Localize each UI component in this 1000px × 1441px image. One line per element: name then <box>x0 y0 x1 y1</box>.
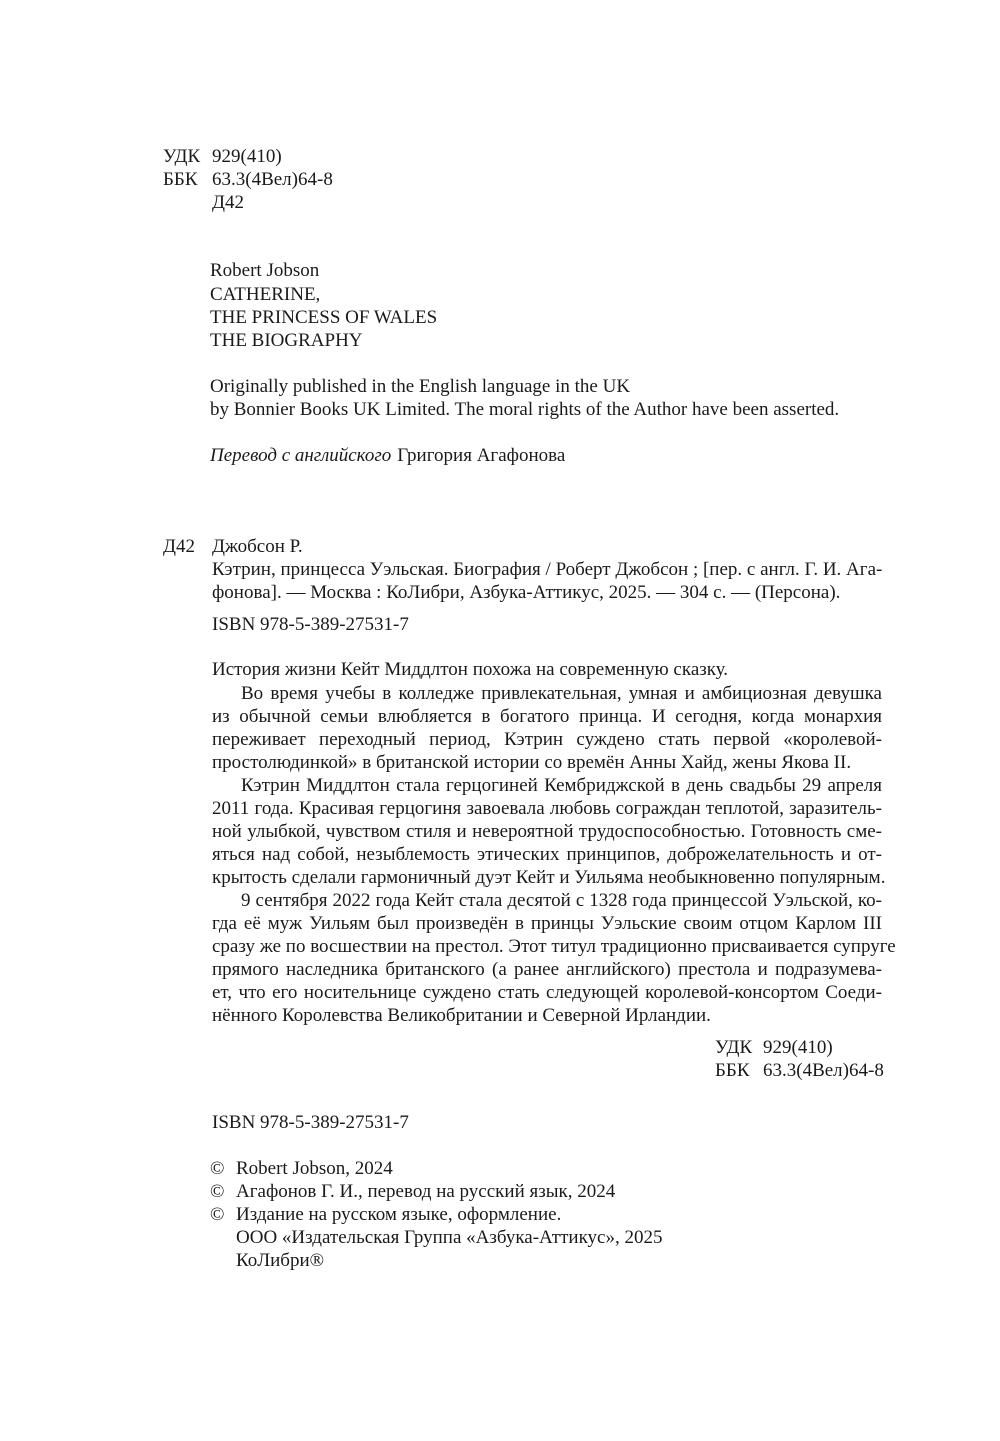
copyright-symbol: © <box>210 1181 225 1202</box>
annotation-line: сразу же по восшествии на престол. Этот титул традиционно присваивается супруге <box>212 936 896 957</box>
annotation-line: История жизни Кейт Миддлтон похожа на современную сказку. <box>212 659 729 680</box>
original-title-line-1: CATHERINE, <box>210 284 321 305</box>
catalog-description-line: фонова]. — Москва : КоЛибри, Азбука-Аттикус, 2025. — 304 с. — (Персона). <box>212 582 841 603</box>
annotation-line: переживает переходный период, Кэтрин суждено стать первой «королевой- <box>212 729 882 750</box>
udk-label: УДК <box>715 1037 753 1058</box>
translation-note <box>210 444 565 467</box>
publication-note-line-1: Originally published in the English language in the UK <box>210 376 631 397</box>
bbk-label: ББК <box>715 1060 750 1081</box>
publication-note-line-2: by Bonnier Books UK Limited. The moral rights of the Author have been asserted. <box>210 399 840 420</box>
copyright-line: КоЛибри® <box>236 1250 325 1271</box>
author-sign: Д42 <box>212 192 244 213</box>
copyright-line: ООО «Издательская Группа «Азбука-Аттикус», 2025 <box>236 1227 663 1248</box>
annotation-line: ной улыбкой, чувством стиля и невероятной трудоспособностью. Готовность сме- <box>212 821 882 842</box>
annotation-line: простолюдинкой» в британской истории со времён Анны Хайд, жены Якова II. <box>212 752 852 773</box>
annotation-line: 2011 года. Красивая герцогиня завоевала любовь сограждан теплотой, заразитель- <box>212 798 882 819</box>
copyright-symbol: © <box>210 1158 225 1179</box>
catalog-isbn: ISBN 978-5-389-27531-7 <box>212 614 409 635</box>
bbk-value: 63.3(4Вел)64-8 <box>763 1060 884 1081</box>
annotation-line: яться над собой, незыблемость этических принципов, доброжелательность и от- <box>212 844 882 865</box>
catalog-description-line: Кэтрин, принцесса Уэльская. Биография / Роберт Джобсон ; [пер. с англ. Г. И. Ага- <box>212 559 883 580</box>
annotation-line: ет, что его носительнице суждено стать следующей королевой-консортом Соеди- <box>212 982 882 1003</box>
annotation-line: 9 сентября 2022 года Кейт стала десятой с 1328 года принцессой Уэльской, ко- <box>241 890 882 911</box>
udk-value: 929(410) <box>763 1037 833 1058</box>
isbn-bottom: ISBN 978-5-389-27531-7 <box>212 1112 409 1133</box>
annotation-line: Кэтрин Миддлтон стала герцогиней Кембриджской в день свадьбы 29 апреля <box>241 775 882 796</box>
copyright-line: Агафонов Г. И., перевод на русский язык, 2024 <box>236 1181 616 1202</box>
translator-name: Григория Агафонова <box>397 445 566 466</box>
catalog-sign: Д42 <box>163 536 195 557</box>
copyright-line: Издание на русском языке, оформление. <box>236 1204 562 1225</box>
annotation-line: из обычной семьи влюбляется в богатого принца. И сегодня, когда монархия <box>212 706 882 727</box>
catalog-author-heading: Джобсон Р. <box>212 536 303 557</box>
annotation-line: гда её муж Уильям был произведён в принцы Уэльские своим отцом Карлом III <box>212 913 882 934</box>
udk-value: 929(410) <box>212 146 282 167</box>
original-title-line-2: THE PRINCESS OF WALES <box>210 307 438 328</box>
copyright-symbol: © <box>210 1204 225 1225</box>
bbk-label: ББК <box>163 169 198 190</box>
original-title-line-3: THE BIOGRAPHY <box>210 330 363 351</box>
annotation-line: Во время учебы в колледже привлекательная, умная и амбициозная девушка <box>241 683 882 704</box>
copyright-line: Robert Jobson, 2024 <box>236 1158 393 1179</box>
udk-label: УДК <box>163 146 201 167</box>
original-author: Robert Jobson <box>210 260 320 281</box>
translation-prefix: Перевод с английского <box>210 445 392 466</box>
annotation-line: нённого Королевства Великобритании и Северной Ирландии. <box>212 1005 711 1026</box>
bbk-value: 63.3(4Вел)64-8 <box>212 169 333 190</box>
annotation-line: прямого наследника британского (а ранее английского) престола и подразумева- <box>212 959 882 980</box>
annotation-line: крытость сделали гармоничный дуэт Кейт и Уильяма необыкновенно популярным. <box>212 867 886 888</box>
